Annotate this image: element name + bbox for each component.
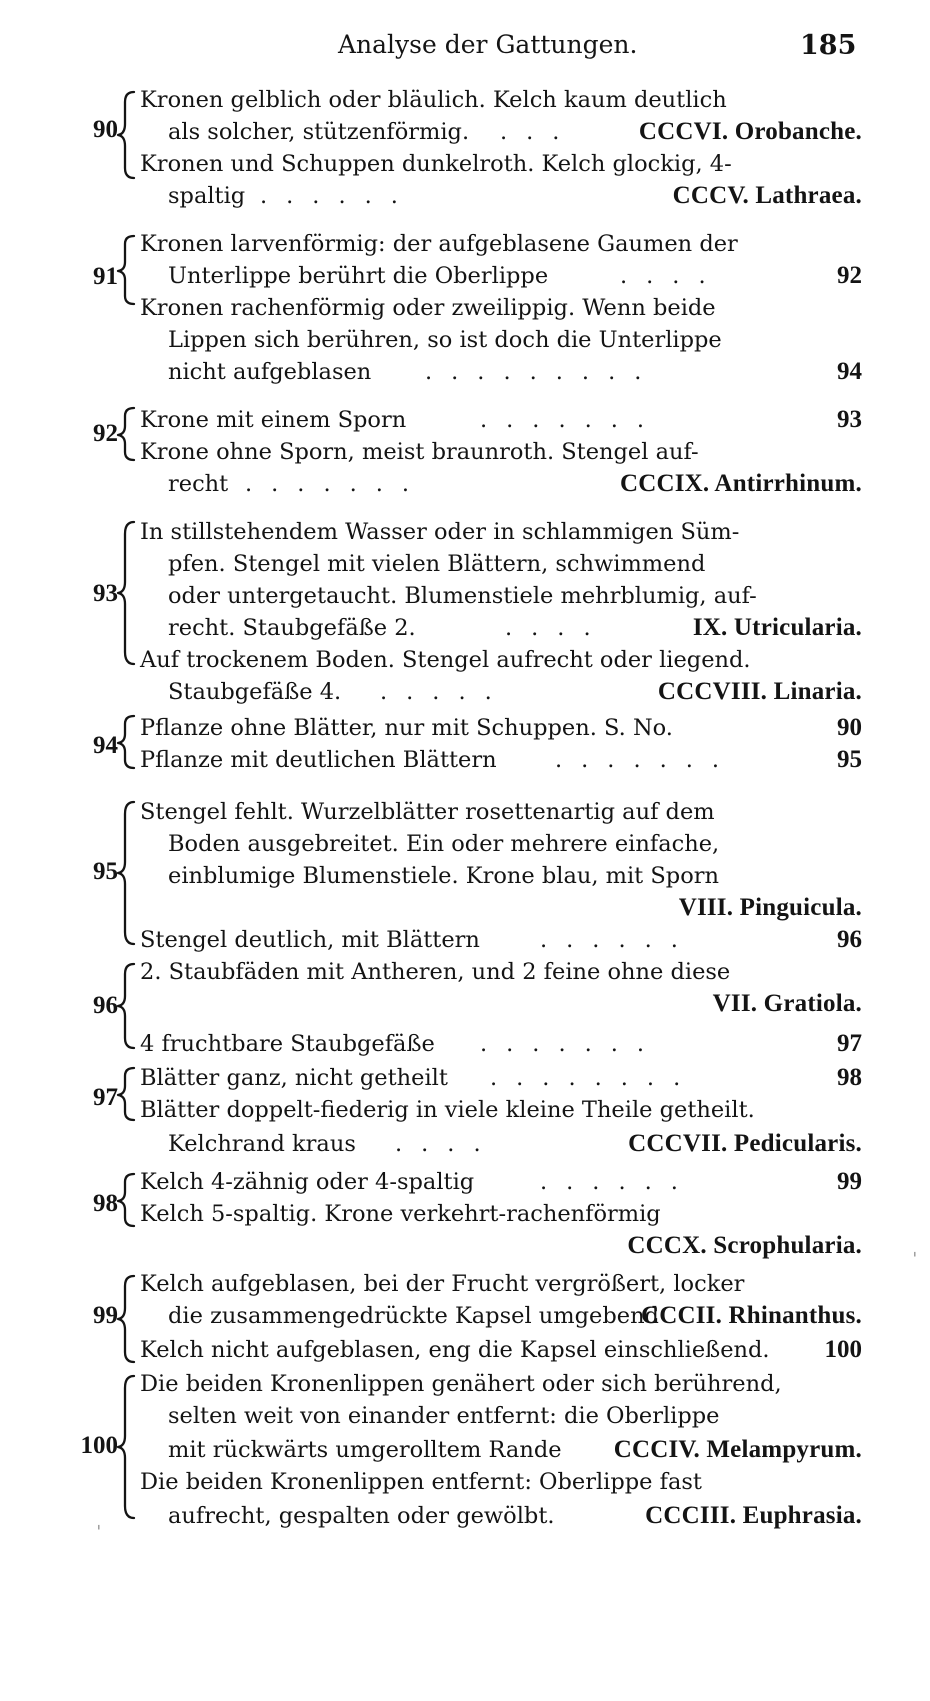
lead-line: Kelch nicht aufgeblasen, eng die Kapsel einschließend. 100 xyxy=(0,1334,930,1366)
lead-line: die zusammengedrückte Kapsel umgebend CCCII. Rhinanthus. xyxy=(0,1300,930,1332)
lead-line: selten weit von einander entfernt: die Oberlippe xyxy=(168,1403,720,1429)
couplet-number: 91 xyxy=(93,263,118,290)
genus-target: CCCII. Rhinanthus. xyxy=(640,1302,862,1329)
genus-target: CCCV. Lathraea. xyxy=(672,182,862,209)
couplet-number: 99 xyxy=(93,1302,118,1329)
lead-line: Kelch aufgeblasen, bei der Frucht vergrößert, locker xyxy=(140,1271,745,1297)
couplet-number: 97 xyxy=(93,1084,118,1111)
genus-target: VII. Gratiola. xyxy=(712,990,862,1017)
couplet-number: 93 xyxy=(93,580,118,607)
lead-line: als solcher, stützenförmig. ... CCCVI. Orobanche. xyxy=(0,116,930,148)
lead-line xyxy=(0,892,930,924)
lead-line: Krone mit einem Sporn ....... 93 xyxy=(0,404,930,436)
lead-line: 2. Staubfäden mit Antheren, und 2 feine ohne diese xyxy=(140,959,731,985)
lead-line: Blätter doppelt-fiederig in viele kleine Theile getheilt. xyxy=(140,1097,755,1123)
running-title: Analyse der Gattungen. xyxy=(338,30,638,59)
couplet-number: 90 xyxy=(93,116,118,143)
couplet-number: 94 xyxy=(93,732,118,759)
lead-line: Kelch 5-spaltig. Krone verkehrt-rachenförmig xyxy=(140,1201,661,1227)
lead-line xyxy=(0,988,930,1020)
genus-target: CCCX. Scrophularia. xyxy=(627,1232,862,1259)
lead-line: Lippen sich berühren, so ist doch die Unterlippe xyxy=(168,327,722,353)
lead-line: In stillstehendem Wasser oder in schlammigen Süm- xyxy=(140,519,740,545)
lead-line: Staubgefäße 4. ..... CCCVIII. Linaria. xyxy=(0,676,930,708)
lead-line: recht ....... CCCIX. Antirrhinum. xyxy=(0,468,930,500)
couplet-number: 98 xyxy=(93,1190,118,1217)
paper-speck: ˈ xyxy=(912,1248,918,1272)
page-number: 185 xyxy=(800,30,857,61)
lead-line: Boden ausgebreitet. Ein oder mehrere einfache, xyxy=(168,831,720,857)
couplet-target: 94 xyxy=(837,358,862,385)
lead-line: Krone ohne Sporn, meist braunroth. Stengel auf- xyxy=(140,439,699,465)
lead-line: aufrecht, gespalten oder gewölbt. CCCIII. Euphrasia. xyxy=(0,1500,930,1532)
genus-target: CCCIV. Melampyrum. xyxy=(613,1436,862,1463)
page-header xyxy=(0,30,930,70)
genus-target: CCCVI. Orobanche. xyxy=(638,118,862,145)
couplet-number: 92 xyxy=(93,420,118,447)
genus-target: CCCIX. Antirrhinum. xyxy=(619,470,862,497)
genus-target: VIII. Pinguicula. xyxy=(678,894,862,921)
couplet-number: 95 xyxy=(93,858,118,885)
lead-line: nicht aufgeblasen ......... 94 xyxy=(0,356,930,388)
couplet-number: 100 xyxy=(80,1432,118,1459)
lead-line: Unterlippe berührt die Oberlippe .... 92 xyxy=(0,260,930,292)
couplet-target: 95 xyxy=(837,746,862,773)
lead-line: Die beiden Kronenlippen genähert oder sich berührend, xyxy=(140,1371,782,1397)
lead-line: oder untergetaucht. Blumenstiele mehrblumig, auf- xyxy=(168,583,757,609)
lead-line: Kronen gelblich oder bläulich. Kelch kaum deutlich xyxy=(140,87,727,113)
lead-line: Kelch 4-zähnig oder 4-spaltig ...... 99 xyxy=(0,1166,930,1198)
couplet-target: 93 xyxy=(837,406,862,433)
couplet-target: 92 xyxy=(837,262,862,289)
lead-line: Pflanze ohne Blätter, nur mit Schuppen. S. No. 90 xyxy=(0,712,930,744)
couplet-target: 98 xyxy=(837,1064,862,1091)
lead-line: Stengel fehlt. Wurzelblätter rosettenartig auf dem xyxy=(140,799,715,825)
lead-line: einblumige Blumenstiele. Krone blau, mit Sporn xyxy=(168,863,719,889)
lead-line xyxy=(0,1230,930,1262)
genus-target: CCCVII. Pedicularis. xyxy=(628,1130,862,1157)
genus-target: CCCIII. Euphrasia. xyxy=(645,1502,862,1529)
genus-target: IX. Utricularia. xyxy=(692,614,862,641)
lead-line: Blätter ganz, nicht getheilt ........ 98 xyxy=(0,1062,930,1094)
lead-line: Stengel deutlich, mit Blättern ...... 96 xyxy=(0,924,930,956)
lead-line: Auf trockenem Boden. Stengel aufrecht oder liegend. xyxy=(140,647,751,673)
lead-line: Kronen larvenförmig: der aufgeblasene Gaumen der xyxy=(140,231,738,257)
lead-line: spaltig ...... CCCV. Lathraea. xyxy=(0,180,930,212)
genus-target: CCCVIII. Linaria. xyxy=(657,678,862,705)
couplet-target: 90 xyxy=(837,714,862,741)
lead-line: pfen. Stengel mit vielen Blättern, schwimmend xyxy=(168,551,706,577)
lead-line: Die beiden Kronenlippen entfernt: Oberlippe fast xyxy=(140,1469,702,1495)
couplet-number: 96 xyxy=(93,992,118,1019)
couplet-target: 97 xyxy=(837,1030,862,1057)
lead-line: Pflanze mit deutlichen Blättern ....... 95 xyxy=(0,744,930,776)
lead-line: 4 fruchtbare Staubgefäße ....... 97 xyxy=(0,1028,930,1060)
lead-line: mit rückwärts umgerolltem Rande CCCIV. Melampyrum. xyxy=(0,1434,930,1466)
lead-line: Kronen rachenförmig oder zweilippig. Wenn beide xyxy=(140,295,716,321)
couplet-target: 99 xyxy=(837,1168,862,1195)
lead-line: Kronen und Schuppen dunkelroth. Kelch glockig, 4- xyxy=(140,151,732,177)
paper-speck: ˌ xyxy=(96,1508,102,1532)
lead-line: recht. Staubgefäße 2. .... IX. Utricularia. xyxy=(0,612,930,644)
lead-line: Kelchrand kraus .... CCCVII. Pedicularis. xyxy=(0,1128,930,1160)
couplet-target: 100 xyxy=(824,1336,862,1363)
couplet-target: 96 xyxy=(837,926,862,953)
